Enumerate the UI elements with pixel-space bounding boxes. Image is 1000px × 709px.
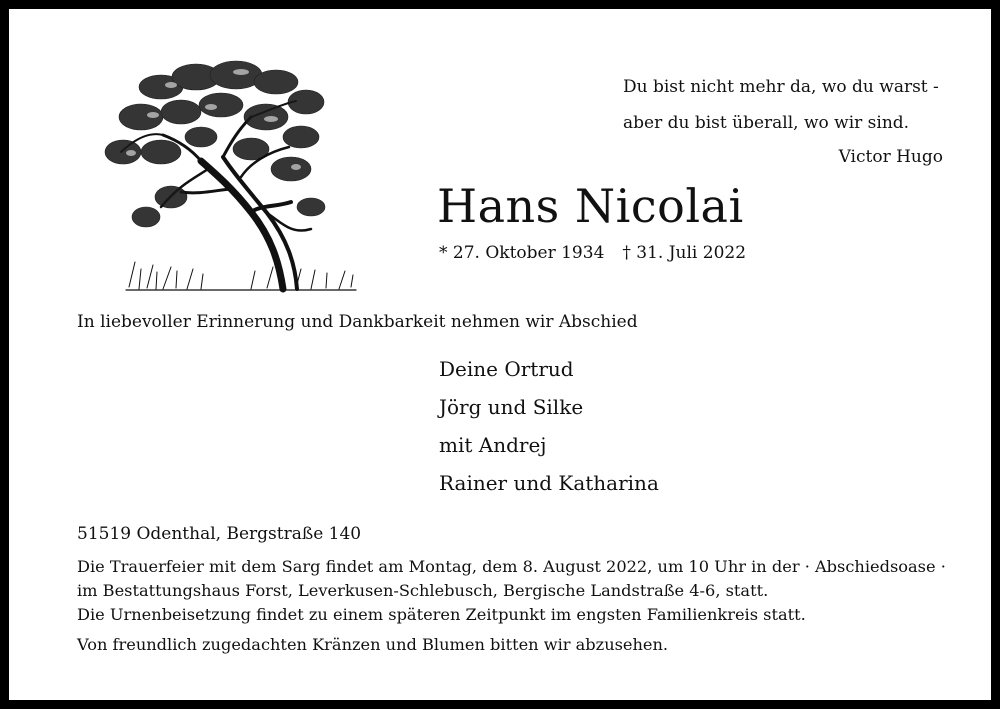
family-list [439, 350, 659, 502]
ceremony-line: Die Trauerfeier mit dem Sarg findet am Montag, dem 8. August 2022, um 10 Uhr in der · Abschiedsoase · [77, 557, 946, 576]
ceremony-line: im Bestattungshaus Forst, Leverkusen-Schlebusch, Bergische Landstraße 4-6, statt. [77, 581, 769, 600]
ceremony-line: Die Urnenbeisetzung findet zu einem späteren Zeitpunkt im engsten Familienkreis statt. [77, 605, 806, 624]
death-date: † 31. Juli 2022 [622, 243, 747, 263]
family-member: Jörg und Silke [439, 395, 584, 419]
family-member: mit Andrej [439, 433, 547, 457]
closing-note: Von freundlich zugedachten Kränzen und Blumen bitten wir abzusehen. [77, 635, 669, 654]
family-member: Deine Ortrud [439, 357, 574, 381]
address: 51519 Odenthal, Bergstraße 140 [77, 524, 362, 544]
quote-author: Victor Hugo [838, 147, 943, 167]
tree-illustration-icon [101, 57, 363, 297]
quote-line: Du bist nicht mehr da, wo du warst - [623, 77, 939, 97]
quote [623, 69, 943, 173]
family-member: Rainer und Katharina [439, 471, 659, 495]
quote-line: aber du bist überall, wo wir sind. [623, 113, 910, 133]
farewell-intro: In liebevoller Erinnerung und Dankbarkeit nehmen wir Abschied [77, 312, 638, 332]
ceremony-info [77, 555, 946, 627]
life-dates [439, 243, 746, 263]
birth-date: * 27. Oktober 1934 [439, 243, 605, 263]
deceased-name: Hans Nicolai [437, 179, 744, 233]
